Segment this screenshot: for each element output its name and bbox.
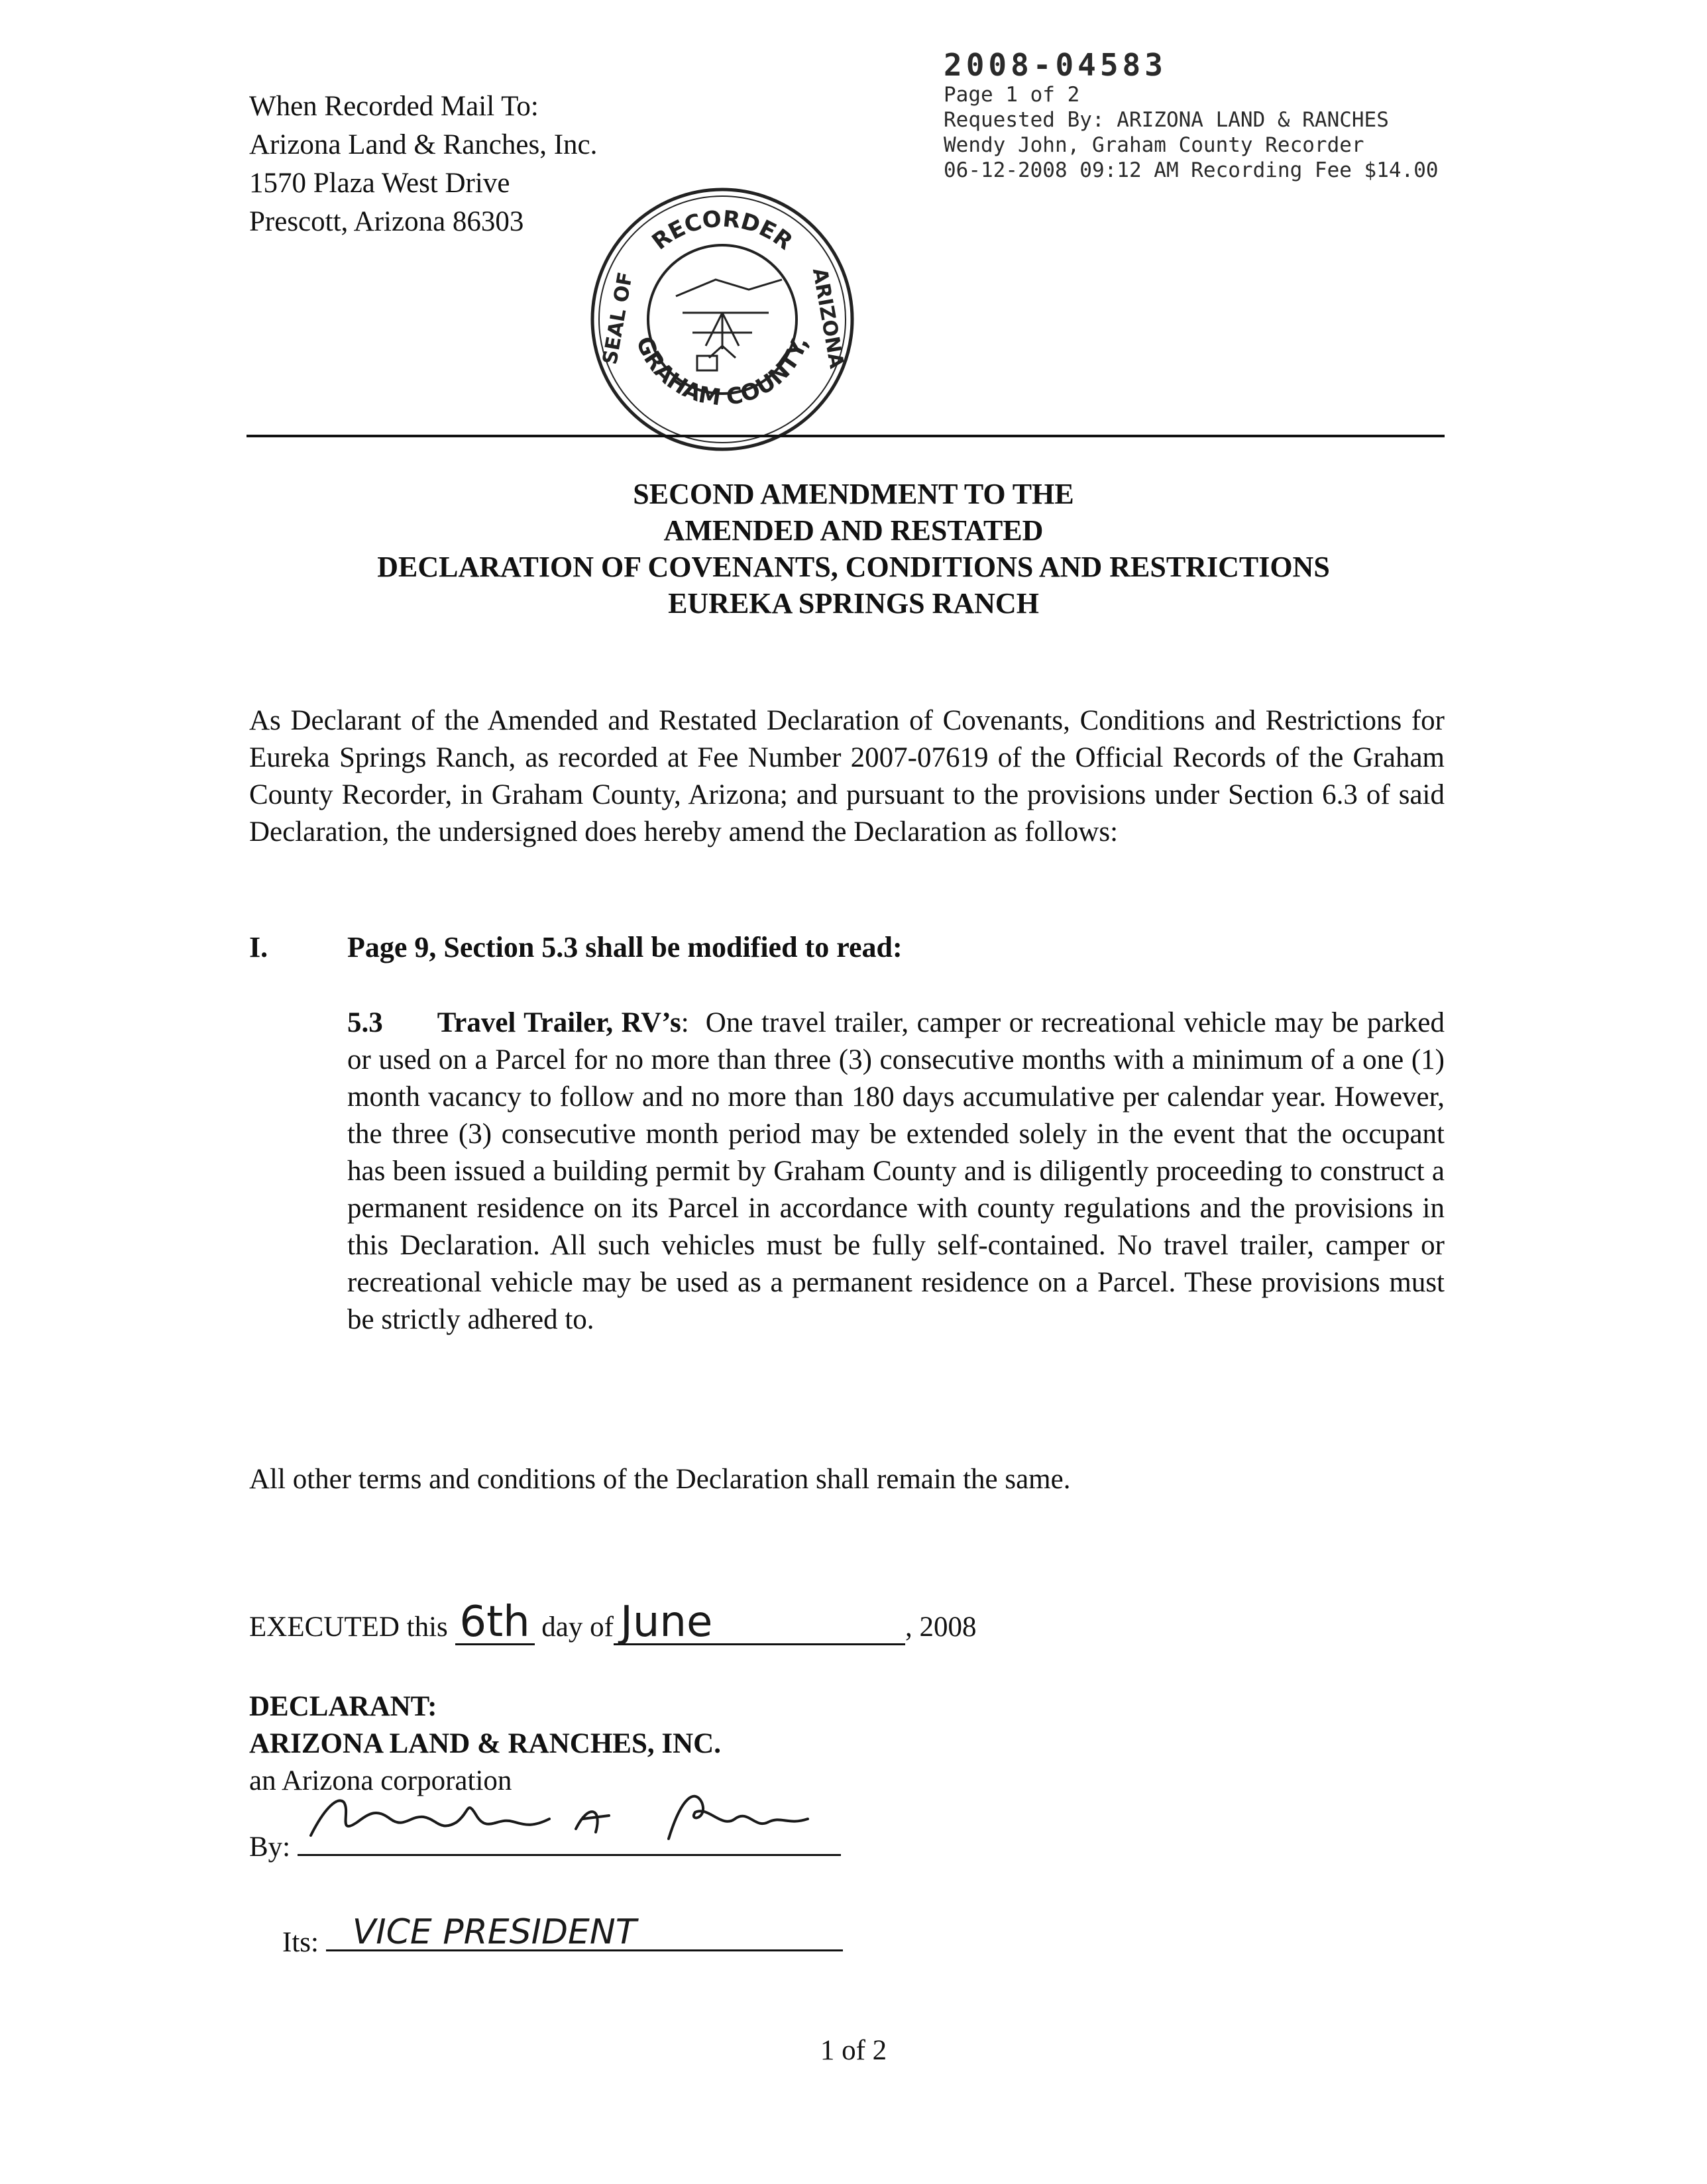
declarant-description: an Arizona corporation	[249, 1765, 512, 1796]
mail-to-street: 1570 Plaza West Drive	[249, 168, 510, 199]
recording-stamp	[944, 48, 1439, 183]
section-heading	[249, 930, 903, 964]
section-heading-text: Page 9, Section 5.3 shall be modified to read:	[347, 931, 903, 963]
return-address-block	[249, 87, 597, 241]
title-field	[326, 1912, 843, 1952]
page-number: 1 of 2	[820, 2035, 887, 2066]
closing-statement: All other terms and conditions of the Declaration shall remain the same.	[249, 1464, 1071, 1495]
title-line-2: AMENDED AND RESTATED	[663, 514, 1044, 547]
day-field	[455, 1598, 535, 1647]
executed-prefix: EXECUTED this	[249, 1611, 448, 1643]
provision-paragraph: 5.3 Travel Trailer, RV’s: One travel trailer, camper or recreational vehicle may be parked or used on a Parcel for no more than three (3) consecutive months with a minimum of a one (1) month vacancy to follow and no more than 180 days accumulative per calendar year. However, the three (3) consecutive month period may be extended solely in the event that the occupant has been issued a building permit by Graham County and is diligently proceeding to construct a permanent residence on its Parcel in accordance with county regulations and the provisions in this Declaration. All such vehicles must be fully self-contained. No travel trailer, camper or recreational vehicle may be used as a permanent residence on a Parcel. These provisions must be strictly adhered to.	[347, 1007, 1445, 1335]
its-label: Its:	[282, 1927, 319, 1958]
provision-title: Travel Trailer, RV’s	[437, 1007, 681, 1038]
section-numeral: I.	[249, 931, 268, 963]
signature-icon	[298, 1782, 841, 1855]
recording-recorder: Wendy John, Graham County Recorder	[944, 133, 1364, 157]
mail-to-city: Prescott, Arizona 86303	[249, 206, 524, 237]
signature-by-line	[249, 1821, 841, 1863]
recording-date-fee: 06-12-2008 09:12 AM Recording Fee $14.00	[944, 158, 1439, 182]
declarant-company: ARIZONA LAND & RANCHES, INC.	[249, 1728, 721, 1759]
title-line-3: DECLARATION OF COVENANTS, CONDITIONS AND RESTRICTIONS	[377, 551, 1330, 583]
seal-top-text: RECORDER	[647, 205, 798, 256]
mail-to-company: Arizona Land & Ranches, Inc.	[249, 129, 598, 160]
seal-left-text: SEAL OF	[598, 270, 638, 366]
executed-year: , 2008	[905, 1611, 977, 1643]
provision-number: 5.3	[347, 1007, 383, 1038]
executed-middle: day of	[541, 1611, 614, 1643]
title-handwritten: VICE PRESIDENT	[352, 1912, 637, 1952]
mail-to-heading: When Recorded Mail To:	[249, 91, 539, 122]
intro-paragraph: As Declarant of the Amended and Restated Declaration of Covenants, Conditions and Restrictions for Eureka Springs Ranch, as recorded at Fee Number 2007-07619 of the Official Records of the Graham County Recorder, in Graham County, Arizona; and pursuant to the provisions under Section 6.3 of said Declaration, the undersigned does hereby amend the Declaration as follows:	[249, 705, 1445, 847]
by-label: By:	[249, 1831, 291, 1863]
provision-text: One travel trailer, camper or recreational vehicle may be parked or used on a Parcel for no more than three (3) consecutive months with a minimum of a one (1) month vacancy to follow and no more than 180 days accumulative per calendar year. However, the three (3) consecutive month period may be extended solely in the event that the occupant has been issued a building permit by Graham County and is diligently proceeding to construct a permanent residence on its Parcel in accordance with county regulations and the provisions in this Declaration. All such vehicles must be fully self-contained. No travel trailer, camper or recreational vehicle may be used as a permanent residence on a Parcel. These provisions must be strictly adhered to.	[347, 1007, 1445, 1335]
day-handwritten: 6th	[459, 1598, 530, 1647]
header-divider	[247, 435, 1445, 437]
county-seal-icon	[583, 180, 861, 459]
month-handwritten: June	[620, 1598, 713, 1647]
recording-requested-by: Requested By: ARIZONA LAND & RANCHES	[944, 108, 1389, 132]
declarant-label: DECLARANT:	[249, 1691, 437, 1722]
recording-document-number: 2008-04583	[944, 47, 1167, 83]
signature-title-line	[282, 1912, 843, 1959]
seal-right-text: ARIZONA	[807, 266, 848, 370]
execution-line	[249, 1598, 977, 1647]
signature-field	[298, 1821, 841, 1856]
title-line-1: SECOND AMENDMENT TO THE	[633, 478, 1074, 510]
recording-page: Page 1 of 2	[944, 83, 1080, 107]
document-title	[0, 476, 1707, 622]
title-line-4: EUREKA SPRINGS RANCH	[668, 587, 1039, 620]
seal-bottom-text: GRAHAM COUNTY,	[630, 333, 814, 411]
month-field	[614, 1598, 905, 1647]
